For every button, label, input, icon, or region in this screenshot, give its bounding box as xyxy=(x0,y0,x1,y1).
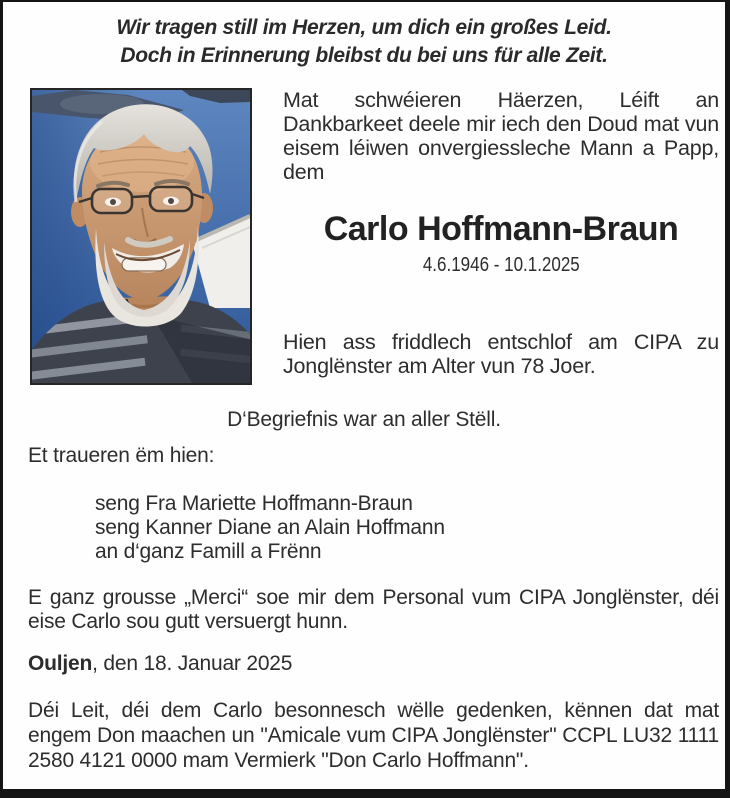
mourner-item: seng Fra Mariette Hoffmann-Braun xyxy=(95,492,413,515)
deceased-dates xyxy=(283,254,719,276)
epigraph-line-2: Doch in Erinnerung bleibst du bei uns für alle Zeit. xyxy=(120,44,608,67)
portrait-photo-illustration xyxy=(32,90,250,383)
donation-paragraph: Déi Leit, déi dem Carlo besonnesch wëlle gedenken, kënnen dat mat engem Don maachen un "Amicale vum CIPA Jonglënster" CCPL LU32 1111 2580 4121 0000 mam Vermierk "Don Carlo Hoffmann". xyxy=(28,699,719,772)
mourners-list xyxy=(95,492,445,564)
epigraph-line-1: Wir tragen still im Herzen, um dich ein großes Leid. xyxy=(116,16,612,39)
mourner-item: an d‘ganz Famill a Frënn xyxy=(95,540,322,563)
notice-column xyxy=(283,88,719,378)
mourners-heading: Et traueren ëm hien: xyxy=(28,444,215,467)
funeral-note: D‘Begriefnis war an aller Stëll. xyxy=(227,408,501,431)
dateline xyxy=(28,652,292,676)
epigraph xyxy=(3,14,725,70)
death-paragraph: Hien ass friddlech entschlof am CIPA zu Jonglënster am Alter vun 78 Joer. xyxy=(283,330,719,378)
portrait-photo xyxy=(30,88,252,385)
deceased-dates-text: 4.6.1946 - 10.1.2025 xyxy=(422,254,580,276)
dateline-date: , den 18. Januar 2025 xyxy=(92,652,293,675)
mourner-item: seng Kanner Diane an Alain Hoffmann xyxy=(95,516,445,539)
intro-paragraph: Mat schwéieren Häerzen, Léift an Dankbarkeet deele mir iech den Doud mat vun eisem léiwen onvergiessleche Mann a Papp, dem xyxy=(283,88,719,184)
dateline-city: Ouljen xyxy=(28,652,93,675)
deceased-name: Carlo Hoffmann-Braun xyxy=(323,210,679,248)
thanks-paragraph: E ganz grousse „Merci“ soe mir dem Personal vum CIPA Jonglënster, déi eise Carlo sou gutt versuergt hunn. xyxy=(28,586,719,633)
